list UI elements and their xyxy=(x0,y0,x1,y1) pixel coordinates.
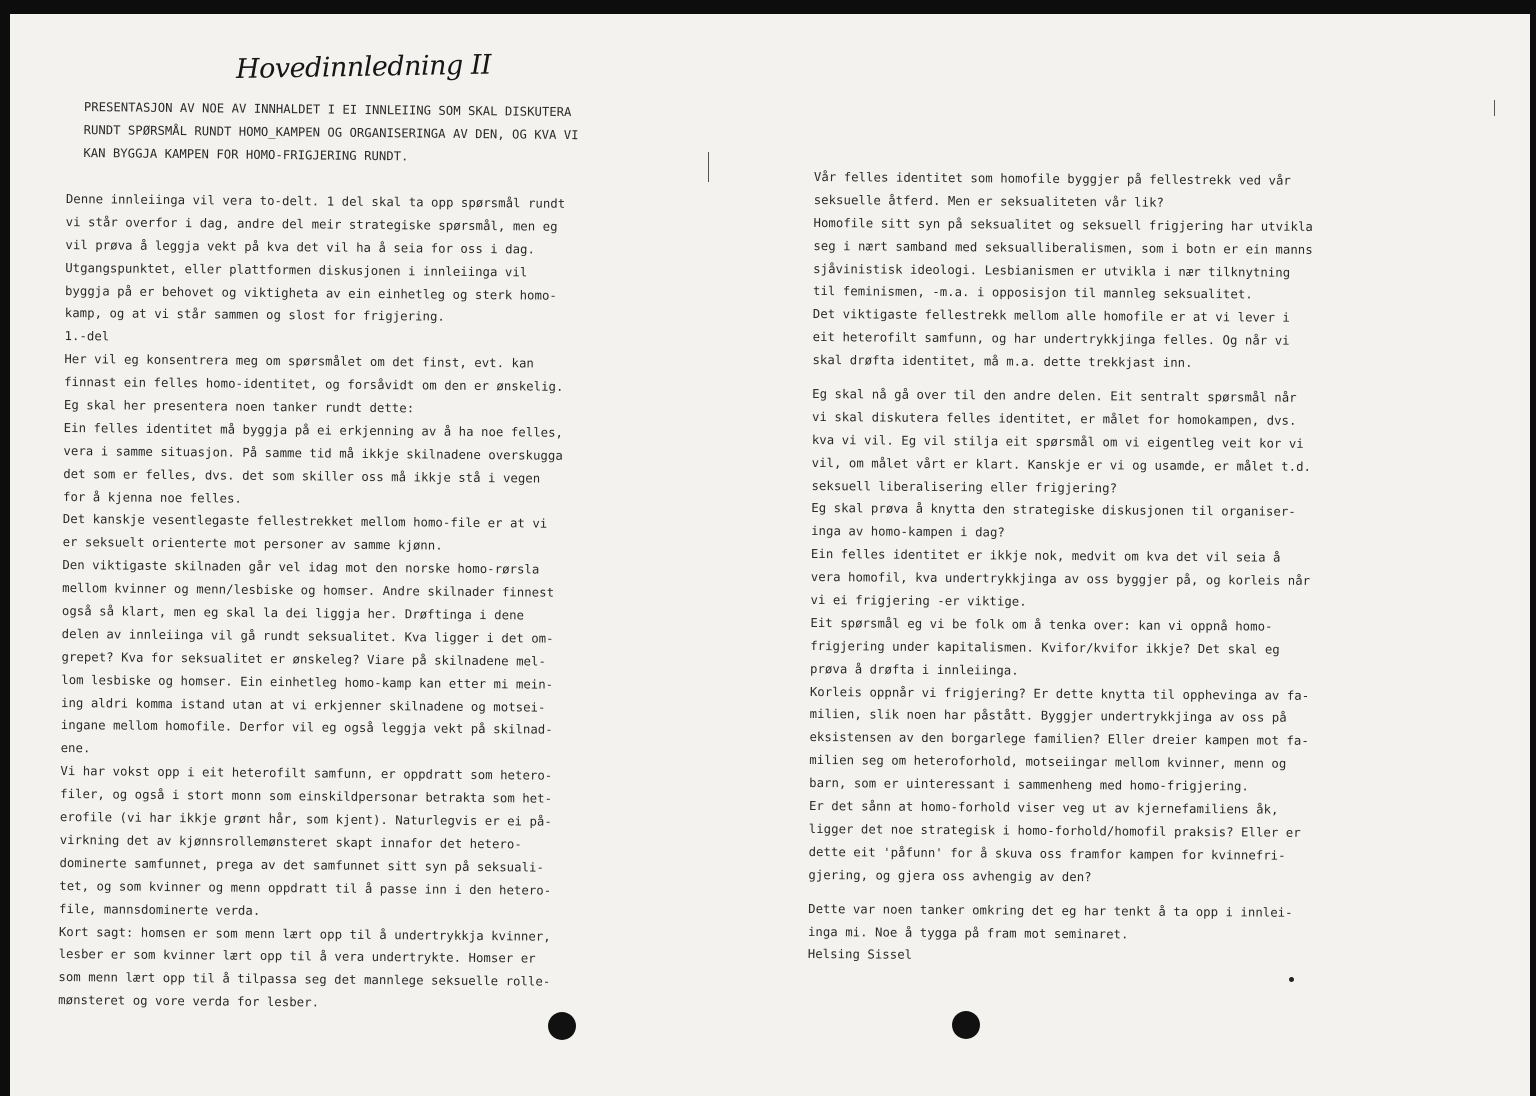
left-column-line: delen av innleiinga vil gå rundt seksualitet. Kva ligger i det om- xyxy=(61,626,554,646)
left-column-line: finnast ein felles homo-identitet, og forsåvidt om den er ønskelig. xyxy=(64,375,564,394)
left-column-line: er seksuelt orienterte mot personer av samme kjønn. xyxy=(62,535,443,553)
left-column-line: også så klart, men eg skal la dei liggja her. Drøftinga i dene xyxy=(61,604,525,623)
left-column-line: mønsteret og vore verda for lesber. xyxy=(58,993,320,1010)
right-column-text xyxy=(808,166,1314,970)
scanned-page xyxy=(10,14,1530,1096)
right-column-line: prøva å drøfta i innleiinga. xyxy=(809,661,1019,678)
left-column-line: Her vil eg konsentrera meg om spørsmålet om det finst, evt. kan xyxy=(64,352,534,371)
paper-mark xyxy=(708,152,709,182)
right-column-line: inga av homo-kampen i dag? xyxy=(811,524,1005,540)
left-column-line: vera i samme situasjon. På samme tid må ikkje skilnadene overskugga xyxy=(63,443,563,463)
left-column-line: lom lesbiske og homser. Ein einhetleg homo-kamp kan etter mi mein- xyxy=(61,672,554,692)
typed-heading xyxy=(83,96,579,170)
right-column-line: eksistensen av den borgarlege familien? Eller dreier kampen mot fa- xyxy=(809,730,1309,749)
left-column-line: vi står overfor i dag, andre del meir strategiske spørsmål, men eg xyxy=(65,214,558,234)
left-column-line: Den viktigaste skilnaden går vel idag mot den norske homo-rørsla xyxy=(62,558,540,577)
left-column-line: det som er felles, dvs. det som skiller oss må ikkje stå i vegen xyxy=(63,466,541,486)
heading-line: PRESENTASJON AV NOE AV INNHALDET I EI INNLEIING SOM SKAL DISKUTERA xyxy=(83,99,572,120)
right-column-line: vera homofil, kva undertrykkjinga av oss byggjer på, og korleis når xyxy=(810,570,1311,589)
left-column-line: byggja på er behovet og viktigheta av ein einhetleg og sterk homo- xyxy=(64,283,557,303)
left-column-line: filer, og også i stort monn som einskildpersonar betrakta som het- xyxy=(60,787,553,806)
right-column-line: milien seg om heteroforhold, motseiingar mellom kvinner, menn og xyxy=(809,753,1287,771)
right-column-line: kva vi vil. Eg vil stilja eit spørsmål om vi eigentleg veit kor vi xyxy=(811,432,1304,451)
right-column-line: barn, som er uinteressant i sammenheng med homo-frigjering. xyxy=(809,776,1249,794)
right-column-line: Eg skal prøva å knytta den strategiske diskusjonen til organiser- xyxy=(811,501,1296,520)
left-column-line: kamp, og at vi står sammen og slost for frigjering. xyxy=(64,306,445,325)
left-column-text xyxy=(58,188,565,1017)
left-column-line: som menn lært opp til å tilpassa seg det mannlege seksuelle rolle- xyxy=(58,970,551,989)
right-column-line: Er det sånn at homo-forhold viser veg ut av kjernefamiliens åk, xyxy=(808,799,1279,817)
right-column-line: seg i nært samband med seksualliberalismen, som i botn er ein manns xyxy=(813,238,1313,257)
punch-hole-right xyxy=(952,1011,980,1039)
right-column-line: vi skal diskutera felles identitet, er målet for homokampen, dvs. xyxy=(811,409,1297,428)
left-column-line: Denne innleiinga vil vera to-delt. 1 del skal ta opp spørsmål rundt xyxy=(65,191,566,211)
left-column-line: for å kjenna noe felles. xyxy=(62,489,242,506)
left-column-line: Det kanskje vesentlegaste fellestrekket mellom homo-file er at vi xyxy=(62,512,548,532)
ink-speck xyxy=(1289,977,1294,982)
right-column-line: inga mi. Noe å tygga på fram mot seminaret. xyxy=(807,924,1129,941)
left-column-line: Kort sagt: homsen er som menn lært opp til å undertrykkja kvinner, xyxy=(58,924,551,944)
left-column-line: ene. xyxy=(60,741,91,756)
right-column-line: eit heterofilt samfunn, og har undertrykkjinga felles. Og når vi xyxy=(812,330,1290,348)
heading-line: KAN BYGGJA KAMPEN FOR HOMO-FRIGJERING RUNDT. xyxy=(83,145,409,164)
handwritten-title: Hovedinnledning II xyxy=(235,49,492,85)
right-column-line: vil, om målet vårt er klart. Kanskje er vi og usamde, er målet t.d. xyxy=(811,455,1312,474)
punch-hole-left xyxy=(548,1012,576,1040)
left-column-line: Vi har vokst opp i eit heterofilt samfunn, er oppdratt som hetero- xyxy=(60,764,553,783)
left-column-line: Ein felles identitet må byggja på ei erkjenning av å ha noe felles, xyxy=(63,420,564,440)
right-column-line: frigjering under kapitalismen. Kvifor/kvifor ikkje? Det skal eg xyxy=(810,638,1280,657)
right-column-line: ligger det noe strategisk i homo-forhold/homofil praksis? Eller er xyxy=(808,821,1301,840)
right-column-line: Vår felles identitet som homofile byggjer på fellestrekk ved vår xyxy=(813,169,1291,188)
left-column-line: vil prøva å leggja vekt på kva det vil ha å seia for oss i dag. xyxy=(65,237,536,257)
left-column-line: file, mannsdominerte verda. xyxy=(59,901,261,918)
left-column-line: Eg skal her presentera noen tanker rundt dette: xyxy=(63,398,415,416)
left-column-line: erofile (vi har ikkje grønt hår, som kjent). Naturlegvis er ei på- xyxy=(59,810,552,829)
left-column-line: grepet? Kva for seksualitet er ønskeleg? Viare på skilnadene mel- xyxy=(61,649,547,669)
right-column-line: Helsing Sissel xyxy=(807,947,913,963)
left-column-line: ing aldri komma istand utan at vi erkjenner skilnadene og motsei- xyxy=(60,695,546,715)
left-column-line: dominerte samfunnet, prega av det samfunnet sitt syn på seksuali- xyxy=(59,855,545,875)
heading-line: RUNDT SPØRSMÅL RUNDT HOMO_KAMPEN OG ORGANISERINGA AV DEN, OG KVA VI xyxy=(83,122,579,143)
right-column-line: dette eit 'påfunn' for å skuva oss framfor kampen for kvinnefri- xyxy=(808,844,1286,863)
right-column-line: Det viktigaste fellestrekk mellom alle homofile er at vi lever i xyxy=(812,307,1290,326)
right-column-line: Homofile sitt syn på seksualitet og seksuell frigjering har utvikla xyxy=(813,215,1313,234)
right-column-line: Ein felles identitet er ikkje nok, medvit om kva det vil seia å xyxy=(810,547,1281,565)
right-column-line: seksuell liberalisering eller frigjering? xyxy=(811,478,1118,495)
right-column-line: milien, slik noen har påstått. Byggjer undertrykkjinga av oss på xyxy=(809,707,1287,726)
left-column-line: lesber er som kvinner lært opp til å vera undertrykte. Homser er xyxy=(58,947,536,966)
left-column-line: 1.-del xyxy=(64,329,110,344)
right-column-line: skal drøfta identitet, må m.a. dette trekkjast inn. xyxy=(812,353,1193,371)
paper-mark-right xyxy=(1494,100,1495,116)
right-column-line: sjåvinistisk ideologi. Lesbianismen er utvikla i nær tilknytning xyxy=(813,261,1291,280)
right-column-line: vi ei frigjering -er viktige. xyxy=(810,593,1027,609)
left-column-line: tet, og som kvinner og menn oppdratt til å passe inn i den hetero- xyxy=(59,878,552,898)
right-column-line: Eit spørsmål eg vi be folk om å tenka over: kan vi oppnå homo- xyxy=(810,615,1273,634)
left-column-line: virkning det av kjønnsrollemønsteret skapt innafor det hetero- xyxy=(59,832,522,852)
right-column-line: Dette var noen tanker omkring det eg har tenkt å ta opp i innlei- xyxy=(808,901,1293,920)
left-column-line: Utgangspunktet, eller plattformen diskusjonen i innleiinga vil xyxy=(65,260,528,280)
left-column-line: ingane mellom homofile. Derfor vil eg også leggja vekt på skilnad- xyxy=(60,718,553,738)
right-column-line: gjering, og gjera oss avhengig av den? xyxy=(808,867,1092,884)
right-column-line: Korleis oppnår vi frigjering? Er dette knytta til opphevinga av fa- xyxy=(809,684,1310,703)
right-column-line: til feminismen, -m.a. i opposisjon til mannleg seksualitet. xyxy=(812,284,1253,302)
right-column-line: Eg skal nå gå over til den andre delen. Eit sentralt spørsmål når xyxy=(812,387,1297,405)
right-column-line: seksuelle åtferd. Men er seksualiteten vår lik? xyxy=(813,192,1165,210)
left-column-line: mellom kvinner og menn/lesbiske og homser. Andre skilnader finnest xyxy=(62,581,555,600)
